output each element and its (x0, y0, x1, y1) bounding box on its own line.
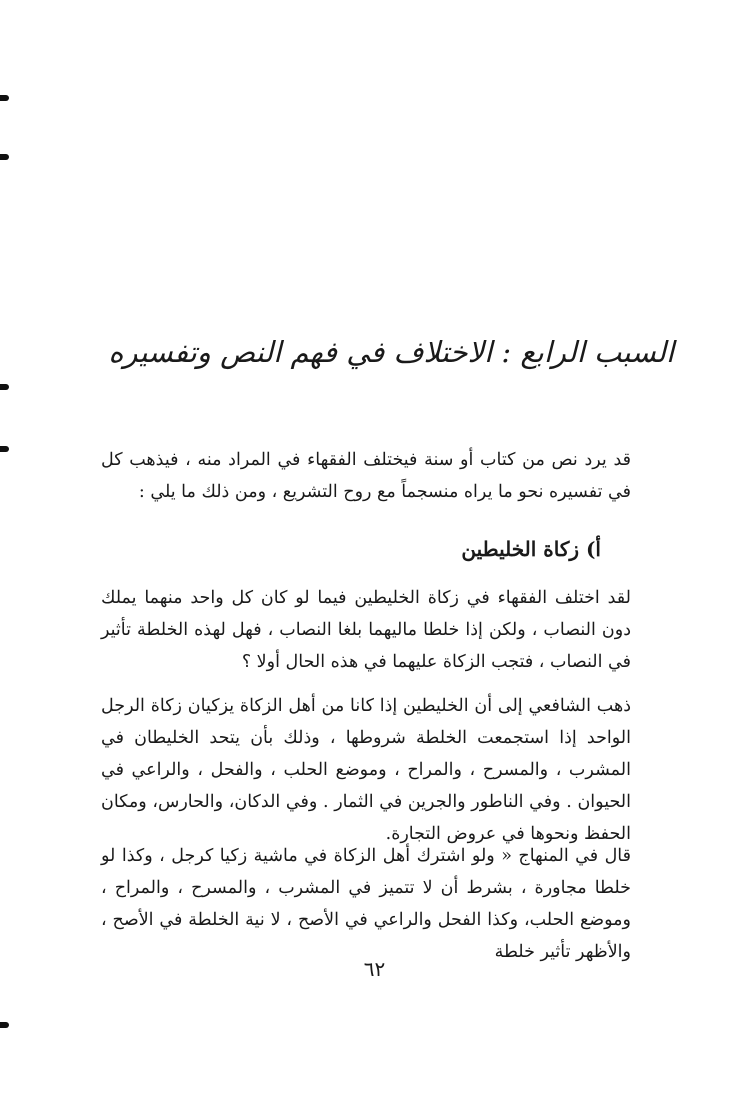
chapter-heading: السبب الرابع : الاختلاف في فهم النص وتفسيره (108, 335, 674, 369)
scan-edge-mark (0, 154, 9, 160)
section-title: أ) زكاة الخليطين (461, 537, 601, 561)
scan-edge-mark (0, 384, 9, 390)
page-number: ٦٢ (363, 957, 386, 981)
intro-paragraph: قد يرد نص من كتاب أو سنة فيختلف الفقهاء في المراد منه ، فيذهب كل في تفسيره نحو ما يراه منسجماً مع روح التشريع ، ومن ذلك ما يلي : (101, 450, 631, 502)
paragraph: ذهب الشافعي إلى أن الخليطين إذا كانا من أهل الزكاة يزكيان زكاة الرجل الواحد إذا استجمعت الخلطة شروطها ، وذلك بأن يتحد الخليطان في المشرب ، والمسرح ، والمراح ، وموضع الحلب ، والفحل ، والراعي في الحيوان . وفي الناطور والجرين في الثمار . وفي الدكان، والحارس، ومكان الحفظ ونحوها في عروض التجارة. (101, 696, 631, 844)
paragraph: قال في المنهاج « ولو اشترك أهل الزكاة في ماشية زكيا كرجل ، وكذا لو خلطا مجاورة ، بشرط أن لا تتميز في المشرب ، والمسرح ، والمراح ، وموضع الحلب، وكذا الفحل والراعي في الأصح ، لا نية الخلطة في الأصح ، والأظهر تأثير خلطة (101, 846, 631, 962)
scan-edge-mark (0, 95, 9, 101)
scan-edge-mark (0, 446, 9, 452)
scan-edge-mark (0, 1022, 9, 1028)
paragraph: لقد اختلف الفقهاء في زكاة الخليطين فيما لو كان كل واحد منهما يملك دون النصاب ، ولكن إذا خلطا ماليهما بلغا النصاب ، فهل لهذه الخلطة تأثير في النصاب ، فتجب الزكاة عليهما في هذه الحال أولا ؟ (101, 588, 631, 672)
